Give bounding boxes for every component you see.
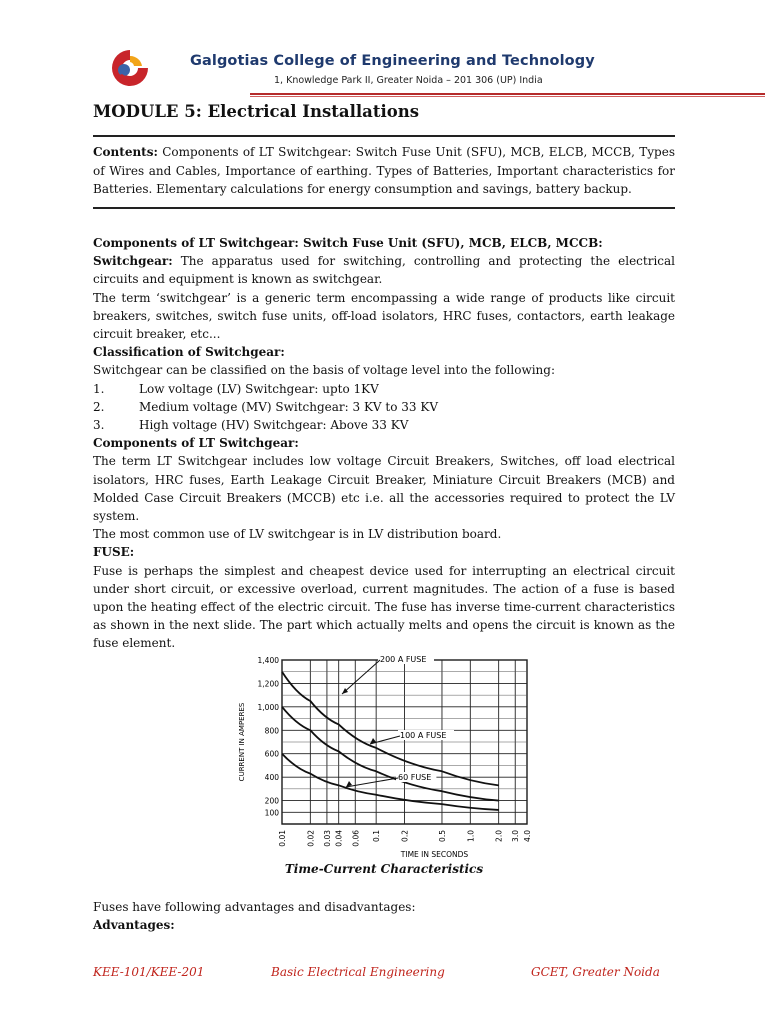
components-heading: Components of LT Switchgear: <box>93 436 299 451</box>
y-tick-label: 1,400 <box>257 656 279 665</box>
fuse-curve-series <box>282 754 499 810</box>
fuse-heading: FUSE: <box>93 545 135 560</box>
list-number: 1. <box>93 381 105 396</box>
x-tick-label: 0.02 <box>306 830 316 847</box>
main-body <box>93 234 675 653</box>
series-arrow <box>346 778 398 787</box>
x-tick-label: 1.0 <box>466 830 476 842</box>
contents-paragraph <box>93 143 675 199</box>
advantages-heading: Advantages: <box>93 918 175 933</box>
series-arrow <box>342 660 380 694</box>
footer-institute: GCET, Greater Noida <box>531 965 660 979</box>
x-tick-label: 3.0 <box>511 830 521 842</box>
y-tick-label: 800 <box>264 726 279 736</box>
y-tick-label: 1,200 <box>257 679 279 689</box>
classification-heading: Classification of Switchgear: <box>93 345 285 360</box>
list-number: 2. <box>93 399 105 414</box>
footer-subject: Basic Electrical Engineering <box>271 965 445 979</box>
contents-text: Components of LT Switchgear: Switch Fuse Unit (SFU), MCB, ELCB, MCCB, Types of Wires and Cables, Importance of earthing. Types of Batteries, Important characteristics for Batteries. Elementary calculations for energy consumption and savings, battery backup. <box>93 145 675 196</box>
list-text: Low voltage (LV) Switchgear: upto 1KV <box>139 381 379 396</box>
x-tick-label: 0.03 <box>322 830 332 847</box>
series-label: 60 FUSE <box>398 773 432 782</box>
fuse-text: Fuse is perhaps the simplest and cheapest device used for interrupting an electrical circuit under short circuit, or excessive overload, current magnitudes. The action of a fuse is based upon the heating effect of the electric circuit. The fuse has inverse time-current characteristics as shown in the next slide. The part which actually melts and opens the circuit is known as the fuse element. <box>93 563 675 651</box>
x-tick-label: 0.2 <box>400 830 410 842</box>
after-figure-text <box>93 898 675 934</box>
switchgear-def-text: The apparatus used for switching, controlling and protecting the electrical circuits and equipment is known as switchgear. <box>93 254 675 287</box>
components-text: The term LT Switchgear includes low voltage Circuit Breakers, Switches, off load electrical isolators, HRC fuses, Earth Leakage Circuit Breaker, Miniature Circuit Breakers (MCB) and Molded Case Circuit Breakers (MCCB) etc i.e. all the accessories required to protect the LV system. <box>93 454 675 524</box>
x-tick-label: 2.0 <box>494 830 504 842</box>
classification-intro: Switchgear can be classified on the basis of voltage level into the following: <box>93 363 556 378</box>
y-tick-label: 600 <box>264 749 279 759</box>
switchgear-term: The term ‘switchgear’ is a generic term encompassing a wide range of products like circuit breakers, switches, switch fuse units, off-load isolators, HRC fuses, contactors, earth leakage circuit breaker, etc... <box>93 290 675 342</box>
y-tick-label: 200 <box>264 796 279 806</box>
x-tick-label: 0.06 <box>351 830 361 847</box>
fuse-curve-series <box>282 672 499 786</box>
list-item <box>93 416 675 434</box>
college-name: Galgotias College of Engineering and Technology <box>190 53 595 69</box>
footer-course-code: KEE-101/KEE-201 <box>93 965 205 979</box>
list-text: High voltage (HV) Switchgear: Above 33 KV <box>139 418 409 433</box>
switchgear-definition <box>93 252 675 288</box>
header-divider-thin <box>250 96 765 97</box>
series-label: 100 A FUSE <box>400 731 447 740</box>
y-axis-label: CURRENT IN AMPERES <box>238 702 246 782</box>
section-heading: Components of LT Switchgear: Switch Fuse Unit (SFU), MCB, ELCB, MCCB: <box>93 236 603 250</box>
figure-caption: Time-Current Characteristics <box>284 862 484 876</box>
page-header <box>100 38 680 100</box>
x-axis-label: TIME IN SECONDS <box>400 850 469 859</box>
header-divider <box>250 93 765 95</box>
time-current-chart <box>230 652 540 862</box>
rule-top <box>93 135 675 137</box>
x-tick-label: 4.0 <box>523 830 532 842</box>
x-tick-label: 0.1 <box>372 830 382 842</box>
rule-bottom <box>93 207 675 209</box>
college-address: 1, Knowledge Park II, Greater Noida – 201 306 (UP) India <box>274 75 543 86</box>
gcet-logo-icon <box>108 46 152 90</box>
switchgear-label: Switchgear: <box>93 254 173 269</box>
list-item <box>93 380 675 398</box>
series-label: 200 A FUSE <box>380 655 427 664</box>
y-tick-label: 100 <box>264 808 279 818</box>
list-text: Medium voltage (MV) Switchgear: 3 KV to 33 KV <box>139 399 438 414</box>
x-tick-label: 0.01 <box>278 830 287 847</box>
x-tick-label: 0.5 <box>437 830 447 842</box>
y-tick-label: 1,000 <box>257 702 279 712</box>
module-title: MODULE 5: Electrical Installations <box>93 102 420 121</box>
list-number: 3. <box>93 418 105 433</box>
contents-label: Contents: <box>93 145 158 159</box>
list-item <box>93 398 675 416</box>
components-common: The most common use of LV switchgear is in LV distribution board. <box>93 527 502 542</box>
x-tick-label: 0.04 <box>334 830 344 847</box>
advantages-intro: Fuses have following advantages and disadvantages: <box>93 900 416 914</box>
y-tick-label: 400 <box>264 773 279 783</box>
